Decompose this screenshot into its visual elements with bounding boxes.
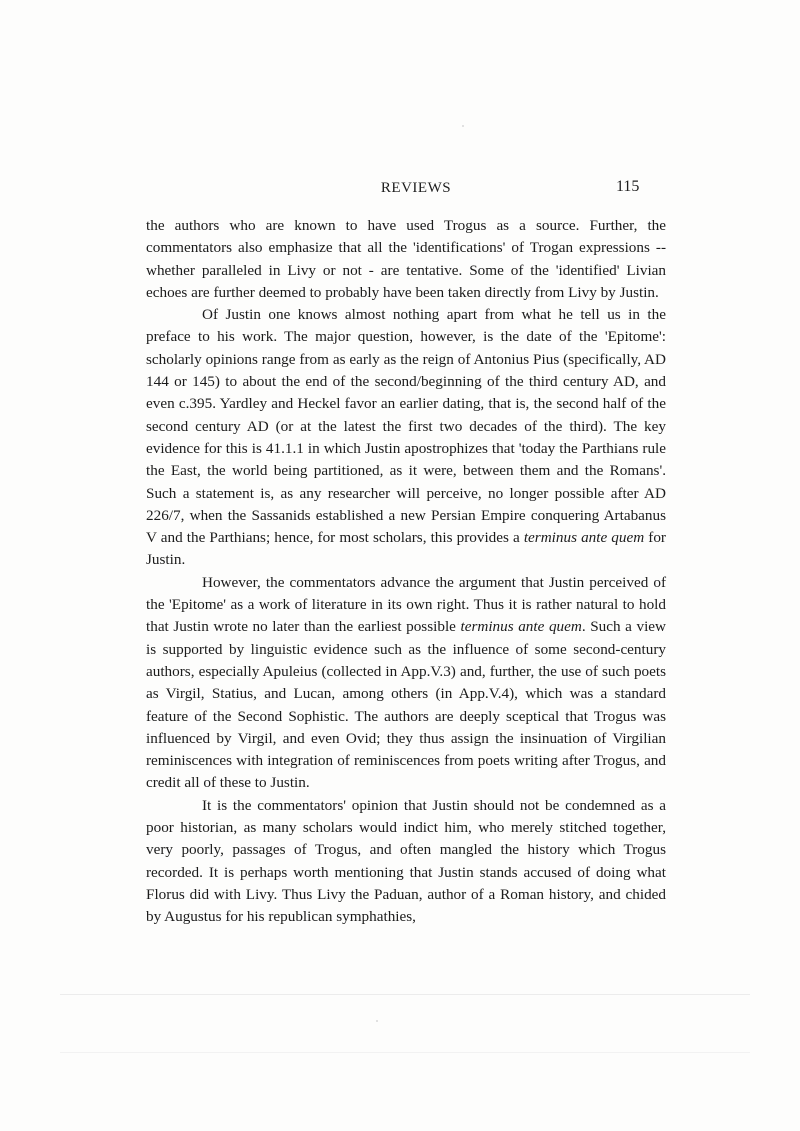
running-title: REVIEWS (380, 180, 452, 196)
scan-speck (376, 1020, 378, 1022)
page-number: 115 (616, 178, 640, 195)
italic-term: terminus ante quem (523, 529, 645, 547)
paragraph-1 (146, 215, 666, 304)
text-segment: the authors who are known to have used Trogus as a source. Further, the commentators also emphasize that all the 'identifications' of Trogan expressions -- whether paralleled in Livy or not - are tentative. Some of the 'identified' Livian echoes are further deemed to probably have been taken directly from Livy by Justin. (146, 217, 666, 301)
paragraph-4 (146, 795, 666, 929)
text-segment: However, the commentators advance the argument that Justin perceived of the 'Epitome' as a work of literature in its own right. Thus it is rather natural to hold that Justin wrote no later than the earliest possible (146, 573, 666, 636)
paragraph-3 (146, 572, 666, 795)
italic-term: terminus ante quem (460, 618, 582, 636)
text-segment: It is the commentators' opinion that Justin should not be condemned as a poor historian, as many scholars would indict him, who merely stitched together, very poorly, passages of Trogus, and often mangled the history which Trogus recorded. It is perhaps worth mentioning that Justin stands accused of doing what Florus did with Livy. Thus Livy the Paduan, author of a Roman history, and chided by Augustus for his republican symphathies, (146, 796, 666, 926)
scan-speck (462, 125, 464, 127)
paragraph-2 (146, 304, 666, 572)
body-text (146, 215, 666, 929)
scan-artifact-line (60, 994, 750, 995)
text-segment: Of Justin one knows almost nothing apart from what he tell us in the preface to his work. The major question, however, is the date of the 'Epitome': scholarly opinions range from as early as the reign of Antonius Pius (specifically, AD 144 or 145) to about the end of the second/beginning of the third century AD, and even c.395. Yardley and Heckel favor an earlier dating, that is, the second half of the second century AD (or at the latest the first two decades of the third). The key evidence for this is 41.1.1 in which Justin apostrophizes that 'today the Parthians rule the East, the world being partitioned, as it were, between them and the Romans'. Such a statement is, as any researcher will perceive, no longer possible after AD 226/7, when the Sassanids established a new Persian Empire conquering Artabanus V and the Parthians; hence, for most scholars, this provides a (146, 306, 666, 547)
text-segment: . Such a view is supported by linguistic evidence such as the influence of some second-century authors, especially Apuleius (collected in App.V.3) and, further, the use of such poets as Virgil, Statius, and Lucan, among others (in App.V.4), which was a standard feature of the Second Sophistic. The authors are deeply sceptical that Trogus was influenced by Virgil, and even Ovid; they thus assign the insinuation of Virgilian reminiscences with integration of reminiscences from poets writing after Trogus, and credit all of these to Justin. (146, 618, 667, 792)
scan-artifact-line (60, 1052, 750, 1053)
text-segment: for Justin. (146, 529, 666, 569)
